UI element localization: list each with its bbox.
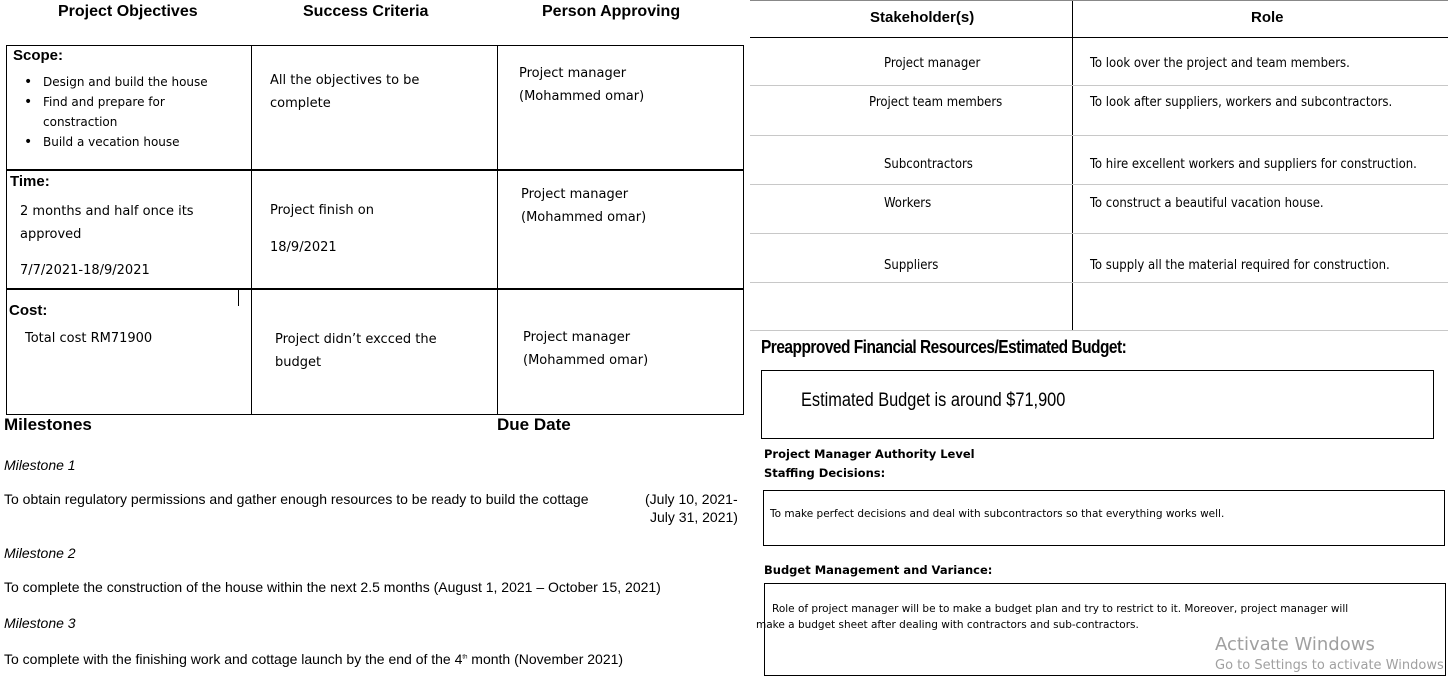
scope-approver <box>519 62 644 108</box>
row-divider <box>750 135 1448 136</box>
milestone-1-text: To obtain regulatory permissions and gather enough resources to be ready to build the cottage <box>4 491 589 507</box>
time-criteria-1: Project finish on <box>270 203 374 218</box>
column-divider <box>251 45 252 415</box>
milestone-1-due-start: (July 10, 2021- <box>645 491 738 507</box>
header-success-criteria: Success Criteria <box>303 3 429 20</box>
criteria-line: Project didn’t excced the <box>275 332 437 347</box>
time-label: Time: <box>10 173 50 190</box>
approver-line: (Mohammed omar) <box>521 210 647 225</box>
approver-line: Project manager <box>521 187 629 202</box>
header-person-approving: Person Approving <box>542 3 681 20</box>
cost-criteria <box>275 328 437 374</box>
budget-management-line-2: make a budget sheet after dealing with contractors and sub-contractors. <box>756 619 1139 631</box>
list-item: • Design and build the house <box>13 72 248 92</box>
time-criteria-2: 18/9/2021 <box>270 240 337 255</box>
row-divider <box>750 330 1448 331</box>
row-divider <box>750 282 1448 283</box>
stakeholder-name: Suppliers <box>884 258 939 273</box>
stakeholder-role: To supply all the material required for construction. <box>1090 258 1390 273</box>
budget-box <box>761 370 1434 439</box>
milestone-3-text-start: To complete with the finishing work and cottage launch by the end of the 4 <box>4 651 463 667</box>
stakeholder-role: To look over the project and team members. <box>1090 56 1350 71</box>
column-divider <box>497 45 498 415</box>
milestone-3-title: Milestone 3 <box>4 615 76 631</box>
list-item <box>13 92 248 132</box>
scope-list <box>13 72 248 152</box>
milestone-3-superscript: th <box>462 654 468 661</box>
activate-windows-watermark: Activate Windows <box>1215 634 1375 655</box>
header-project-objectives: Project Objectives <box>58 3 198 20</box>
time-line: 2 months and half once its <box>20 204 194 219</box>
stakeholder-name: Project manager <box>884 56 981 71</box>
approver-line: Project manager <box>523 330 631 345</box>
row-divider <box>750 233 1448 234</box>
budget-value: Estimated Budget is around $71,900 <box>801 390 1066 411</box>
milestone-1-title: Milestone 1 <box>4 457 76 473</box>
approver-line: (Mohammed omar) <box>523 353 649 368</box>
time-line: approved <box>20 227 82 242</box>
due-date-header: Due Date <box>497 415 571 434</box>
staffing-box <box>763 490 1445 546</box>
text-cursor <box>238 288 239 306</box>
stakeholder-name: Workers <box>884 196 932 211</box>
cost-total: Total cost RM71900 <box>25 331 153 346</box>
row-divider <box>750 37 1448 38</box>
time-duration <box>20 200 194 246</box>
row-divider <box>750 85 1448 86</box>
stakeholder-name: Project team members <box>869 95 1003 110</box>
header-stakeholders: Stakeholder(s) <box>870 9 975 26</box>
time-approver <box>521 183 646 229</box>
criteria-line: complete <box>270 96 331 111</box>
row-divider <box>6 288 744 290</box>
cost-approver <box>523 326 648 372</box>
time-dates: 7/7/2021-18/9/2021 <box>20 263 150 278</box>
staffing-label: Staffing Decisions: <box>764 466 886 480</box>
stakeholder-role: To construct a beautiful vacation house. <box>1090 196 1324 211</box>
row-divider <box>6 169 744 171</box>
budget-management-line-1: Role of project manager will be to make a budget plan and try to restrict to it. Moreover, project manager will <box>772 603 1349 615</box>
criteria-line: All the objectives to be <box>270 73 420 88</box>
list-item: • Build a vecation house <box>13 132 248 152</box>
milestone-3-text <box>4 651 623 667</box>
cost-label: Cost: <box>9 302 48 319</box>
milestone-3-text-end: month (November 2021) <box>467 651 624 667</box>
stakeholder-name: Subcontractors <box>884 157 973 172</box>
criteria-line: budget <box>275 355 322 370</box>
header-role: Role <box>1251 9 1284 26</box>
authority-title: Project Manager Authority Level <box>764 447 975 461</box>
row-divider <box>750 0 1448 1</box>
approver-line: (Mohammed omar) <box>519 89 645 104</box>
stakeholder-role: To look after suppliers, workers and subcontractors. <box>1090 95 1393 110</box>
activate-windows-link[interactable]: Go to Settings to activate Windows <box>1215 658 1444 673</box>
staffing-text: To make perfect decisions and deal with subcontractors so that everything works well. <box>770 508 1225 520</box>
approver-line: Project manager <box>519 66 627 81</box>
milestones-header: Milestones <box>4 415 92 434</box>
budget-management-label: Budget Management and Variance: <box>764 563 993 577</box>
milestone-2-text: To complete the construction of the house within the next 2.5 months (August 1, 2021 – October 15, 2021) <box>4 579 661 595</box>
budget-title: Preapproved Financial Resources/Estimated Budget: <box>761 337 1127 357</box>
scope-criteria <box>270 69 419 115</box>
milestone-2-title: Milestone 2 <box>4 545 76 561</box>
row-divider <box>750 184 1448 185</box>
milestone-1-due-end: July 31, 2021) <box>650 509 738 525</box>
stakeholder-role: To hire excellent workers and suppliers for construction. <box>1090 157 1417 172</box>
list-item-line: constraction <box>43 115 118 129</box>
scope-label: Scope: <box>13 47 64 64</box>
list-item-line: Find and prepare for <box>43 95 165 109</box>
